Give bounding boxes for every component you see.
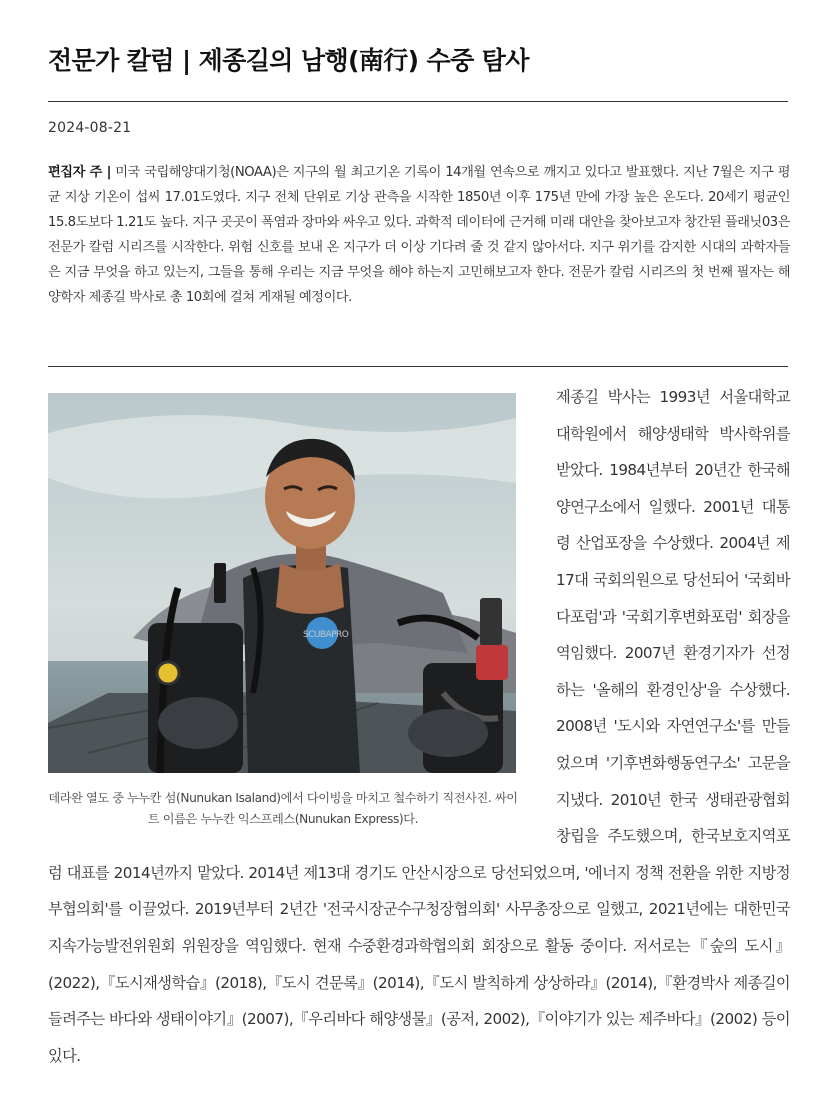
photo-caption: 데라완 열도 중 누누칸 섬(Nunukan Isaland)에서 다이빙을 마치고 철수하기 직전사진. 싸이트 이름은 누누칸 익스프레스(Nunukan Express)다. [48,791,518,826]
editor-note [48,160,790,310]
article-body [48,379,790,1074]
wetsuit-logo: SCUBAPRO [303,630,349,640]
diver-photo [48,393,516,773]
title-divider [48,101,788,102]
editor-note-label: 편집자 주 | [48,165,111,180]
editor-note-text: 미국 국립해양대기청(NOAA)은 지구의 월 최고기온 기록이 14개월 연속으로 깨지고 있다고 발표했다. 지난 7월은 지구 평균 지상 기온이 섭씨 17.01도였다. 지구 전체 단위로 기상 관측을 시작한 1850년 이후 175년 만에 가장 높은 온도다. 20세기 평균인 15.8도보다 1.21도 높다. 지구 곳곳이 폭염과 장마와 싸우고 있다. 과학적 데이터에 근거해 미래 대안을 찾아보고자 창간된 플래닛03은 전문가 칼럼 시리즈를 시작한다. 위험 신호를 보내 온 지구가 더 이상 기다려 줄 것 같지 않아서다. 지구 위기를 감지한 시대의 과학자들은 지금 무엇을 하고 있는지, 그들을 통해 우리는 지금 무엇을 해야 하는지 고민해보고자 한다. 전문가 칼럼 시리즈의 첫 번째 필자는 해양학자 제종길 박사로 총 10회에 걸쳐 게재될 예정이다. [48,165,790,305]
publish-date: 2024-08-21 [48,120,132,136]
article-figure [48,393,518,830]
author-bio: 제종길 박사는 1993년 서울대학교 대학원에서 해양생태학 박사학위를 받았다. 1984년부터 20년간 한국해양연구소에서 일했다. 2001년 대통령 산업포장을 수상했다. 2004년 제17대 국회의원으로 당선되어 '국회바다포럼'과 '국회기후변화포럼' 회장을 역임했다. 2007년 환경기자가 선정하는 '올해의 환경인상'을 수상했다. 2008년 '도시와 자연연구소'를 만들었으며 '기후변화행동연구소' 고문을 지냈다. 2010년 한국 생태관광협회 창립을 주도했으며, 한국보호지역포럼 대표를 2014년까지 맡았다. 2014년 제13대 경기도 안산시장으로 당선되었으며, '에너지 정책 전환을 위한 지방정부협의회'를 이끌었다. 2019년부터 2년간 '전국시장군수구청장협의회' 사무총장으로 일했고, 2021년에는 대한민국 지속가능발전위원회 위원장을 역임했다. 현재 수중환경과학협의회 회장으로 활동 중이다. 저서로는『숲의 도시』(2022),『도시재생학습』(2018),『도시 견문록』(2014),『도시 발칙하게 상상하라』(2014),『환경박사 제종길이 들려주는 바다와 생태이야기』(2007),『우리바다 해양생물』(공저, 2002),『이야기가 있는 제주바다』(2002) 등이 있다. [48,388,790,1065]
article-title: 전문가 칼럼 | 제종길의 남행(南行) 수중 탐사 [48,45,529,75]
section-divider [48,366,788,367]
